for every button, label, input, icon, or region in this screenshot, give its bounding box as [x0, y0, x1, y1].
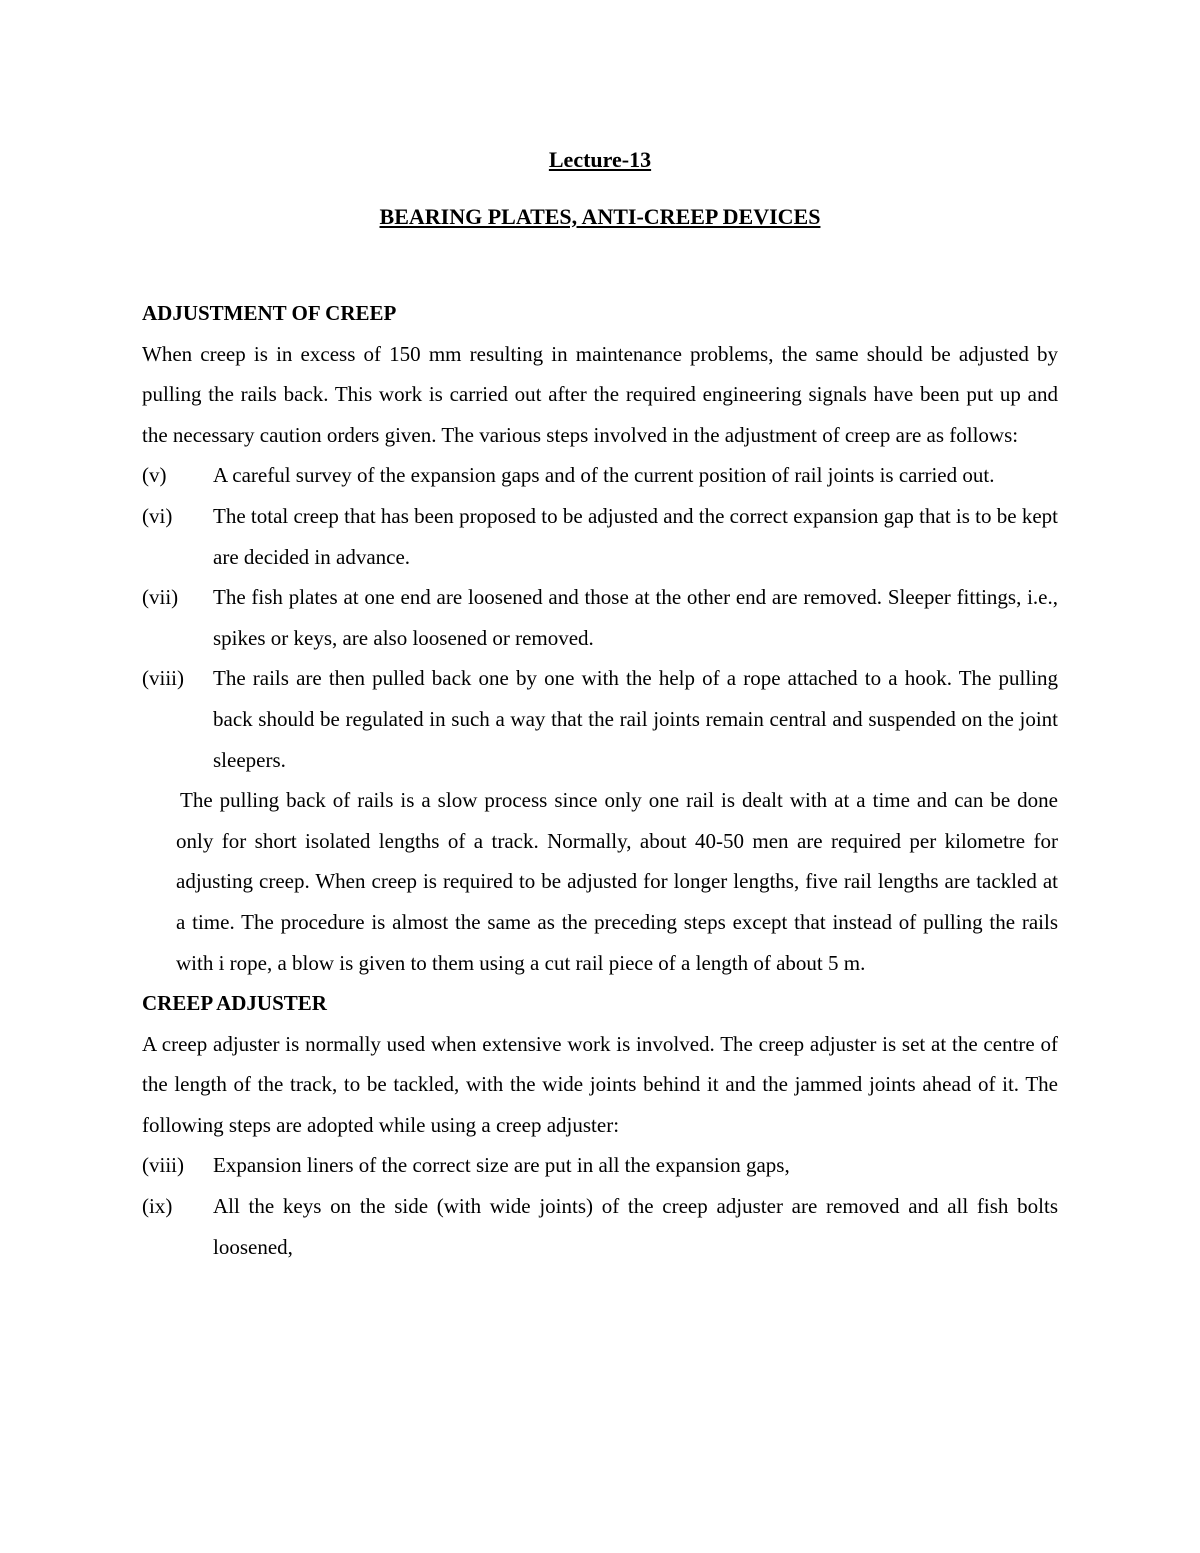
list-item-text: Expansion liners of the correct size are put in all the expansion gaps, — [213, 1153, 790, 1178]
list-marker: (ix) — [142, 1194, 173, 1219]
list-item-text: The total creep that has been proposed to be adjusted and the correct expansion gap that is to be kept are decided in advance. — [213, 503, 1058, 569]
lecture-title: Lecture-13 — [548, 147, 652, 172]
list-item — [142, 1145, 1058, 1186]
document-page — [142, 142, 1058, 1267]
list-item — [142, 577, 1058, 658]
section1-intro-paragraph: When creep is in excess of 150 mm resulting in maintenance problems, the same should be adjusted by pulling the rails back. This work is carried out after the required engineering signals have been put up and the necessary caution orders given. The various steps involved in the adjustment of creep are as follows: — [142, 341, 1058, 447]
section2-steps-list — [142, 1145, 1058, 1267]
list-marker: (viii) — [142, 666, 184, 691]
section1-closing-paragraph — [142, 780, 1058, 983]
section-heading-creep-adjuster: CREEP ADJUSTER — [142, 991, 327, 1016]
main-title: BEARING PLATES, ANTI-CREEP DEVICES — [379, 204, 821, 229]
list-marker: (vi) — [142, 503, 173, 528]
list-item — [142, 1186, 1058, 1267]
list-item-text: The rails are then pulled back one by one with the help of a rope attached to a hook. The pulling back should be regulated in such a way that the rail joints remain central and suspended on the joint sleepers. — [213, 666, 1058, 772]
section-heading-adjustment-of-creep: ADJUSTMENT OF CREEP — [142, 301, 397, 325]
section1-steps-list — [142, 455, 1058, 780]
section2-intro-paragraph: A creep adjuster is normally used when extensive work is involved. The creep adjuster is set at the centre of the length of the track, to be tackled, with the wide joints behind it and the jammed joints ahead of it. The following steps are adopted while using a creep adjuster: — [142, 1031, 1058, 1137]
list-item-text: A careful survey of the expansion gaps and of the current position of rail joints is carried out. — [213, 463, 995, 488]
closing-text: The pulling back of rails is a slow process since only one rail is dealt with at a time and can be done only for short isolated lengths of a track. Normally, about 40-50 men are required per kilometre for adjusting creep. When creep is required to be adjusted for longer lengths, five rail lengths are tackled at a time. The procedure is almost the same as the preceding steps except that instead of pulling the rails with i rope, a blow is given to them using a cut rail piece of a length of about 5 m. — [176, 788, 1058, 975]
spacer — [142, 237, 1058, 293]
list-item-text: The fish plates at one end are loosened and those at the other end are removed. Sleeper fittings, i.e., spikes or keys, are also loosened or removed. — [213, 585, 1058, 650]
list-item — [142, 455, 1058, 496]
list-marker: (v) — [142, 463, 167, 488]
list-item — [142, 658, 1058, 780]
list-marker: (vii) — [142, 585, 179, 610]
list-marker: (viii) — [142, 1153, 184, 1178]
list-item — [142, 496, 1058, 577]
list-item-text: All the keys on the side (with wide joints) of the creep adjuster are removed and all fish bolts loosened, — [213, 1194, 1058, 1259]
